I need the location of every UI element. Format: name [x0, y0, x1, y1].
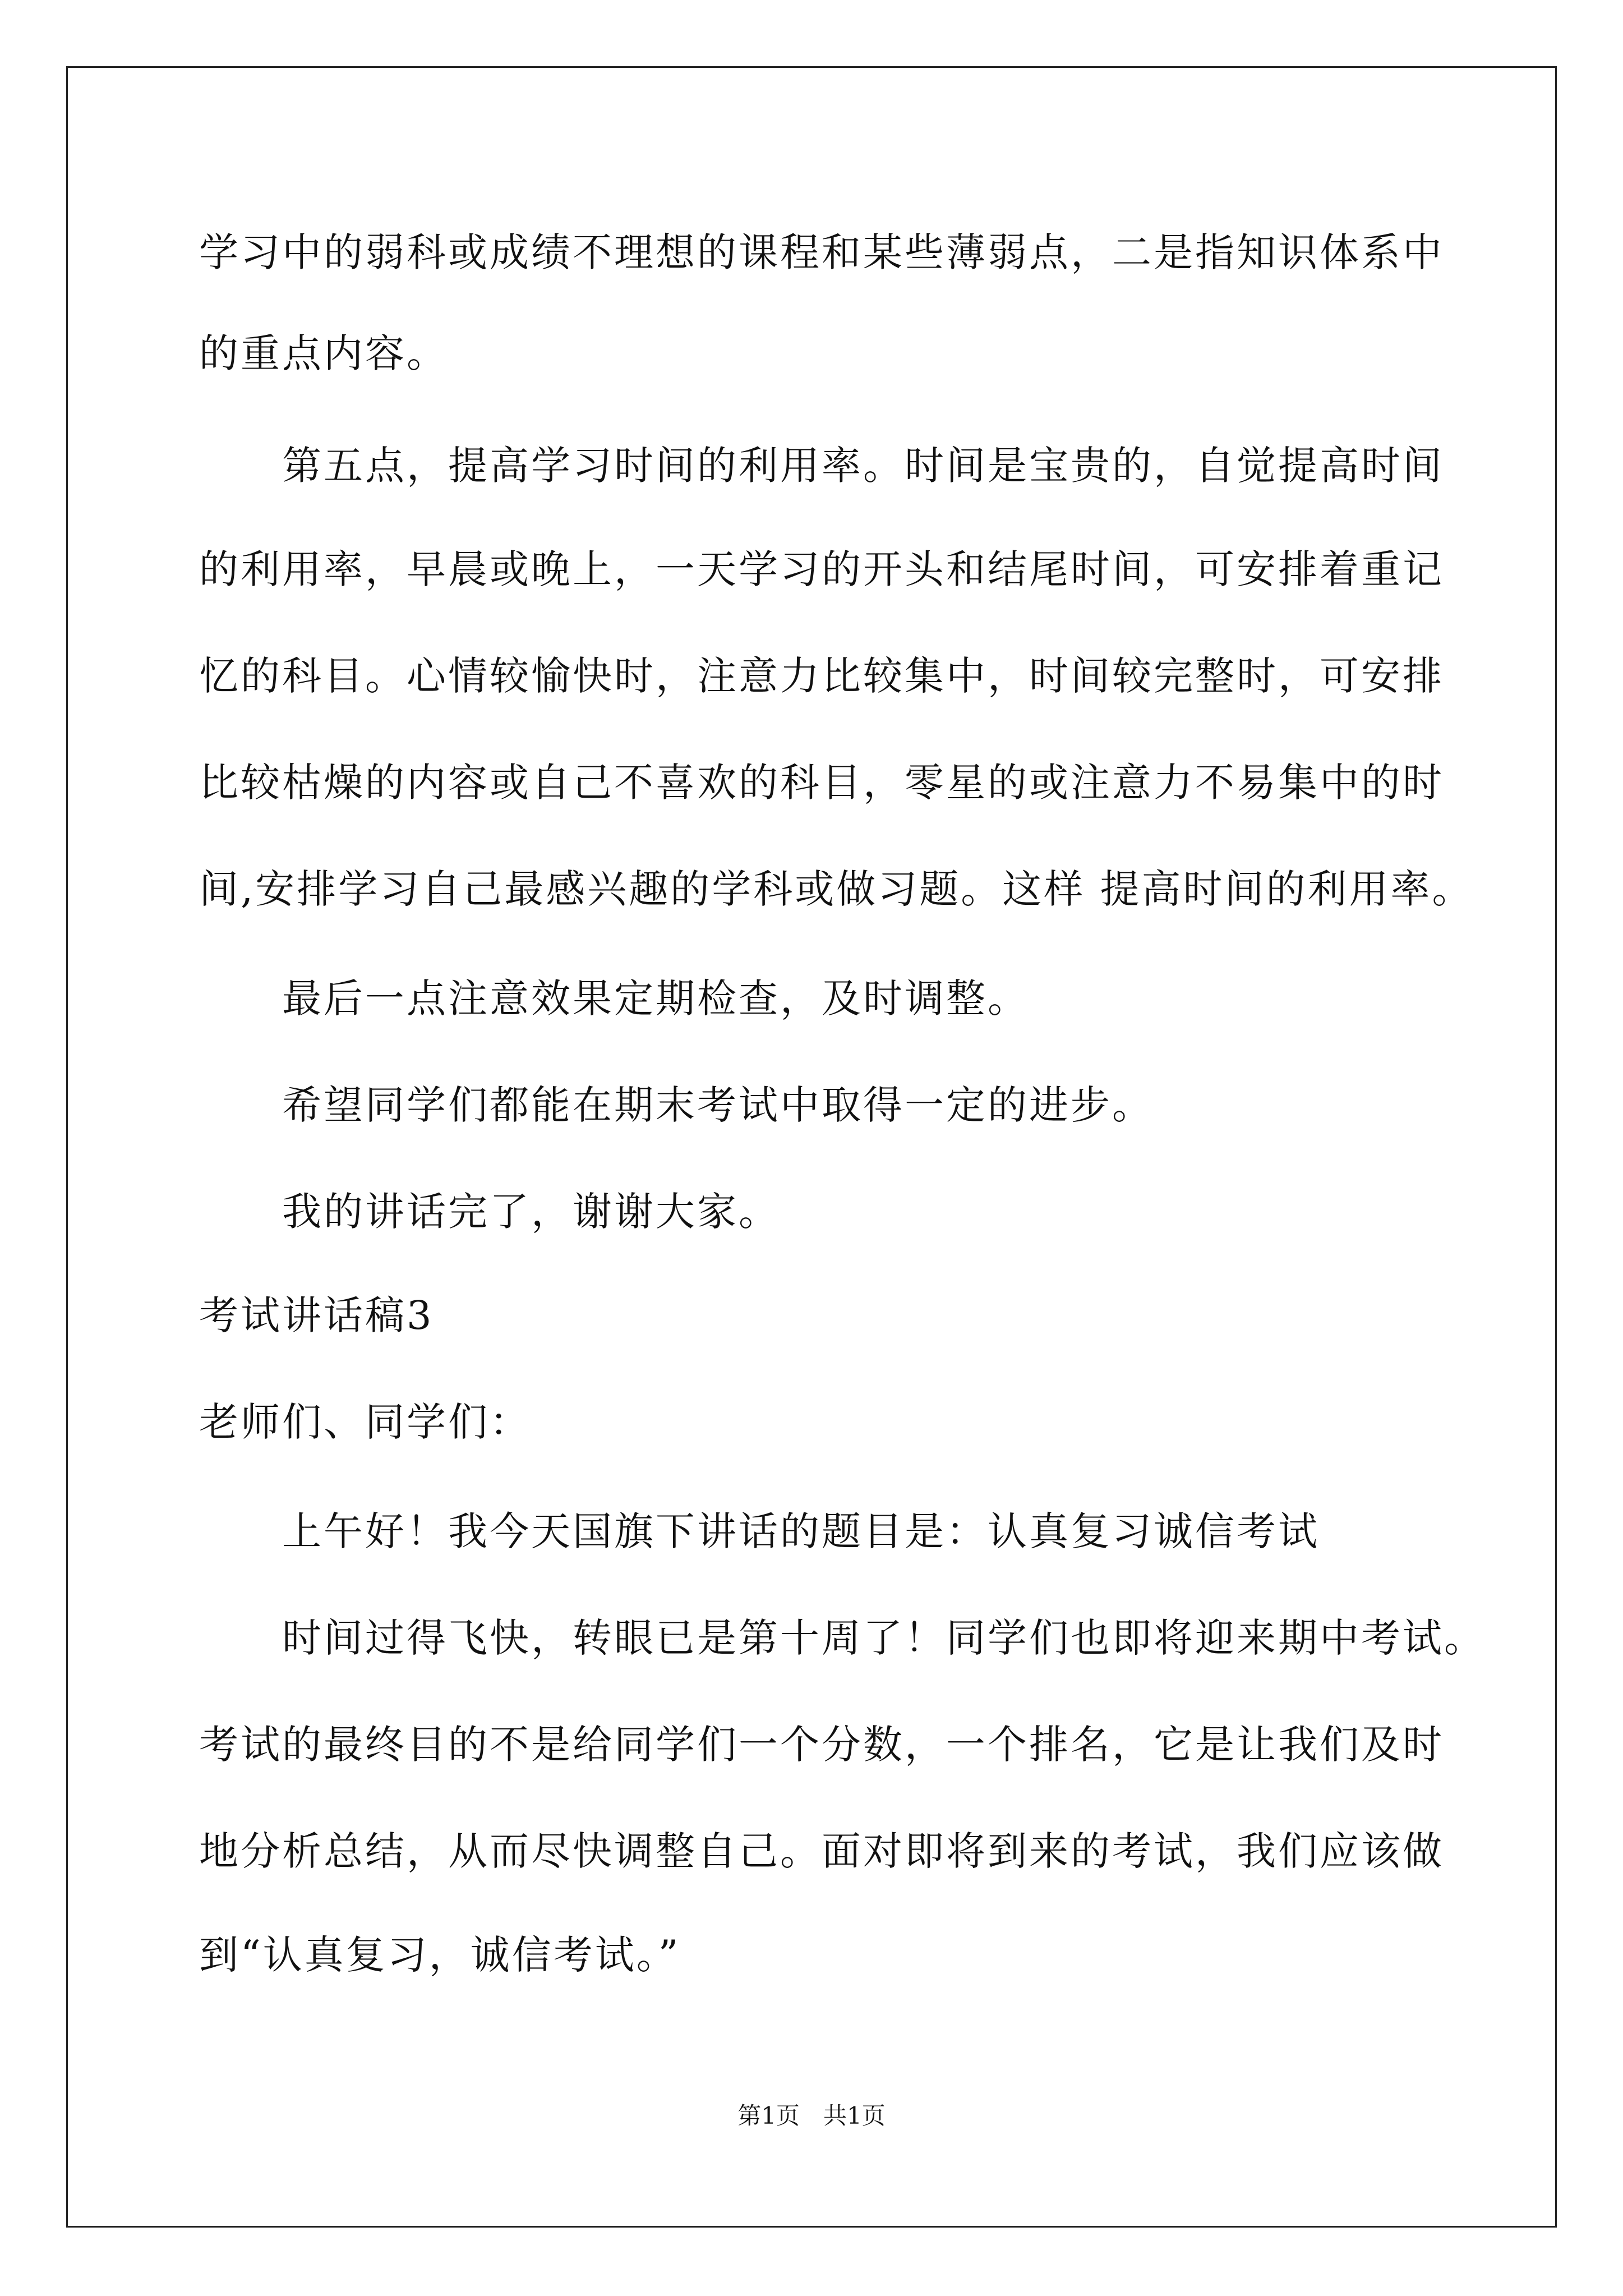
body-text-line: 比较枯燥的内容或自己不喜欢的科目，零星的或注意力不易集中的时 [199, 760, 1444, 806]
body-text-line: 时间过得飞快，转眼已是第十周了！同学们也即将迎来期中考试。 [282, 1615, 1486, 1661]
body-text-line: 第五点，提高学习时间的利用率。时间是宝贵的，自觉提高时间 [282, 443, 1444, 489]
section-heading: 考试讲话稿3 [199, 1292, 434, 1338]
page-footer: 第1页 共1页 [737, 2102, 886, 2129]
body-text-line: 上午好！我今天国旗下讲话的题目是：认真复习诚信考试 [282, 1508, 1320, 1554]
body-text-line: 的重点内容。 [199, 330, 448, 376]
body-text-line: 学习中的弱科或成绩不理想的课程和某些薄弱点，二是指知识体系中 [199, 229, 1444, 275]
body-text-line: 间,安排学习自己最感兴趣的学科或做习题。这样 提高时间的利用率。 [199, 866, 1474, 912]
page-border [66, 66, 1557, 2228]
body-text-line: 最后一点注意效果定期检查，及时调整。 [282, 976, 1029, 1022]
body-text-line: 的利用率，早晨或晚上，一天学习的开头和结尾时间，可安排着重记 [199, 546, 1444, 592]
body-text-line: 希望同学们都能在期末考试中取得一定的进步。 [282, 1082, 1154, 1128]
body-text-line: 地分析总结，从而尽快调整自己。面对即将到来的考试，我们应该做 [199, 1828, 1444, 1874]
salutation: 老师们、同学们： [199, 1399, 531, 1445]
body-text-line: 到“认真复习，诚信考试。” [199, 1932, 681, 1978]
body-text-line: 考试的最终目的不是给同学们一个分数，一个排名，它是让我们及时 [199, 1722, 1444, 1768]
body-text-line: 忆的科目。心情较愉快时，注意力比较集中，时间较完整时，可安排 [199, 653, 1444, 699]
body-text-line: 我的讲话完了，谢谢大家。 [282, 1189, 780, 1235]
